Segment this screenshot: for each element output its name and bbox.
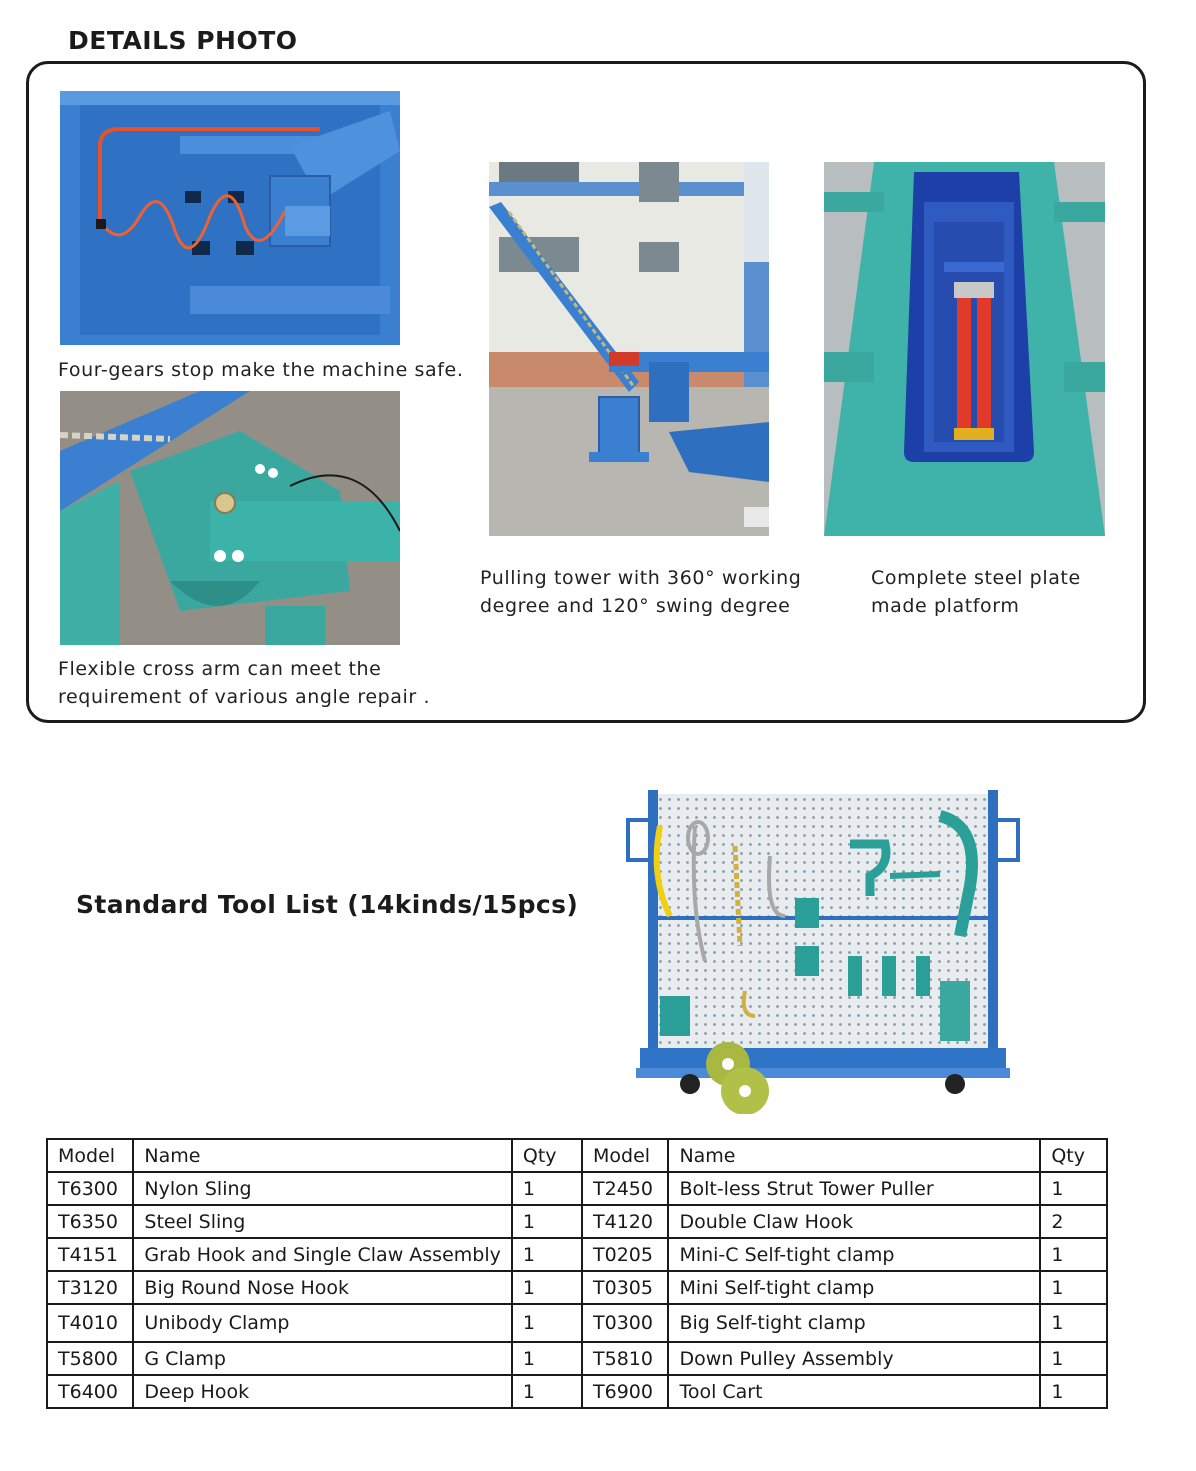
tool-list-title: Standard Tool List (14kinds/15pcs)	[76, 890, 579, 919]
cell-model: T3120	[47, 1271, 133, 1304]
header-model: Model	[582, 1139, 668, 1172]
cell-qty: 1	[512, 1238, 582, 1271]
cell-model: T6300	[47, 1172, 133, 1205]
tool-cart-photo	[620, 786, 1020, 1114]
cell-name: Bolt-less Strut Tower Puller	[668, 1172, 1040, 1205]
caption-platform-line1: Complete steel plate	[871, 567, 1081, 589]
cell-qty: 1	[512, 1205, 582, 1238]
cell-model: T0305	[582, 1271, 668, 1304]
details-photo-title: DETAILS PHOTO	[68, 26, 298, 55]
caption-platform-line2: made platform	[871, 595, 1020, 617]
cell-name: Deep Hook	[133, 1375, 511, 1408]
cell-qty: 1	[512, 1172, 582, 1205]
cell-name: Down Pulley Assembly	[668, 1342, 1040, 1375]
cell-model: T0300	[582, 1304, 668, 1342]
table-row	[47, 1271, 1107, 1304]
caption-tower-line2: degree and 120° swing degree	[480, 595, 791, 617]
cell-model: T4010	[47, 1304, 133, 1342]
table-row	[47, 1238, 1107, 1271]
cell-model: T6350	[47, 1205, 133, 1238]
cell-model: T0205	[582, 1238, 668, 1271]
table-row	[47, 1342, 1107, 1375]
caption-tower-line1: Pulling tower with 360° working	[480, 567, 802, 589]
cell-model: T4120	[582, 1205, 668, 1238]
cell-name: Unibody Clamp	[133, 1304, 511, 1342]
cell-name: Big Round Nose Hook	[133, 1271, 511, 1304]
cell-qty: 1	[512, 1304, 582, 1342]
header-model: Model	[47, 1139, 133, 1172]
cell-name: G Clamp	[133, 1342, 511, 1375]
table-row	[47, 1375, 1107, 1408]
cell-qty: 1	[1040, 1342, 1107, 1375]
cell-name: Mini-C Self-tight clamp	[668, 1238, 1040, 1271]
photo-four-gears-stop	[60, 91, 400, 345]
cell-qty: 1	[512, 1342, 582, 1375]
cell-model: T5810	[582, 1342, 668, 1375]
cell-qty: 1	[1040, 1304, 1107, 1342]
cell-name: Grab Hook and Single Claw Assembly	[133, 1238, 511, 1271]
caption-cross-arm-line2: requirement of various angle repair .	[58, 686, 431, 708]
caption-cross-arm-line1: Flexible cross arm can meet the	[58, 658, 382, 680]
header-name: Name	[133, 1139, 511, 1172]
table-row	[47, 1205, 1107, 1238]
cell-model: T4151	[47, 1238, 133, 1271]
photo-steel-plate-platform	[824, 162, 1105, 536]
cell-qty: 1	[1040, 1238, 1107, 1271]
cell-model: T5800	[47, 1342, 133, 1375]
cell-qty: 1	[1040, 1271, 1107, 1304]
cell-qty: 2	[1040, 1205, 1107, 1238]
cell-name: Mini Self-tight clamp	[668, 1271, 1040, 1304]
cell-model: T6900	[582, 1375, 668, 1408]
cell-model: T6400	[47, 1375, 133, 1408]
cell-qty: 1	[512, 1271, 582, 1304]
cell-name: Tool Cart	[668, 1375, 1040, 1408]
table-header-row	[47, 1139, 1107, 1172]
cell-name: Nylon Sling	[133, 1172, 511, 1205]
cell-name: Steel Sling	[133, 1205, 511, 1238]
cell-model: T2450	[582, 1172, 668, 1205]
header-qty: Qty	[512, 1139, 582, 1172]
photo-flexible-cross-arm	[60, 391, 400, 645]
cell-qty: 1	[1040, 1172, 1107, 1205]
cell-qty: 1	[512, 1375, 582, 1408]
cell-name: Big Self-tight clamp	[668, 1304, 1040, 1342]
tool-list-table	[46, 1138, 1108, 1409]
cell-qty: 1	[1040, 1375, 1107, 1408]
table-row	[47, 1304, 1107, 1342]
header-qty: Qty	[1040, 1139, 1107, 1172]
cell-name: Double Claw Hook	[668, 1205, 1040, 1238]
photo-pulling-tower	[489, 162, 769, 536]
table-row	[47, 1172, 1107, 1205]
header-name: Name	[668, 1139, 1040, 1172]
caption-four-gears-stop: Four-gears stop make the machine safe.	[58, 359, 464, 381]
